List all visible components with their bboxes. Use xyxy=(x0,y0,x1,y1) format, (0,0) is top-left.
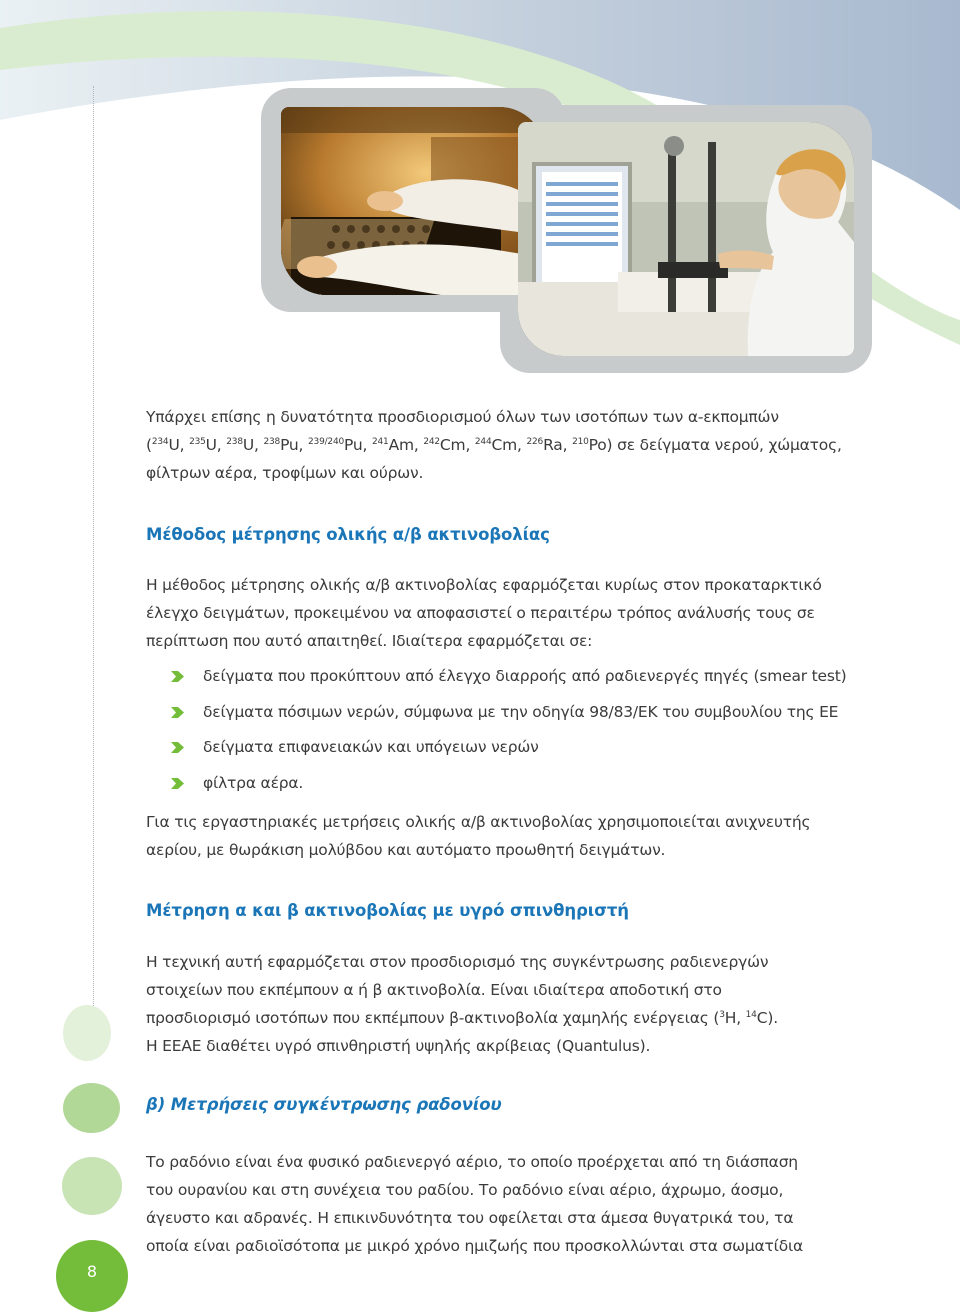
lsc-paragraph xyxy=(146,948,876,1060)
paragraph-line: άγευστο και αδρανές. Η επικινδυνότητα του οφείλεται στα άμεσα θυγατρικά του, τα xyxy=(146,1209,794,1227)
isotope: $^{234}$U, xyxy=(151,436,190,454)
list-item: δείγματα πόσιμων νερών, σύμφωνα με την οδηγία 98/83/ΕΚ του συμβουλίου της ΕΕ xyxy=(170,697,890,733)
radon-paragraph xyxy=(146,1148,876,1260)
isotope: $^{210}$Po) xyxy=(572,436,613,454)
paragraph-line: έλεγχο δειγμάτων, προκειμένου να αποφασιστεί ο περαιτέρω τρόπος ανάλυσής τους σε xyxy=(146,604,815,622)
isotope-tail: σε δείγματα νερού, χώματος, xyxy=(612,436,842,454)
page-number: 8 xyxy=(86,1262,98,1281)
application-list xyxy=(170,661,890,803)
list-item: φίλτρα αέρα. xyxy=(170,768,890,804)
isotope: $^{235}$U, xyxy=(189,436,227,454)
intro-paragraph xyxy=(146,403,876,487)
section-heading-liquid-scintillation: Μέτρηση α και β ακτινοβολίας με υγρό σπινθηριστή xyxy=(146,901,629,920)
isotope-paren: ( xyxy=(146,436,152,454)
list-item: δείγματα επιφανειακών και υπόγειων νερών xyxy=(170,732,890,768)
chevron-right-icon xyxy=(170,741,185,754)
lab-photo-sample-tray xyxy=(281,107,545,295)
paragraph-line: του ουρανίου και στη συνέχεια του ραδίου. Το ραδόνιο είναι αέριο, άχρωμο, άοσμο, xyxy=(146,1181,784,1199)
isotope: $^{241}$Am, xyxy=(371,436,424,454)
list-item: δείγματα που προκύπτουν από έλεγχο διαρροής από ραδιενεργές πηγές (smear test) xyxy=(170,661,890,697)
isotope: $^{238}$Pu, xyxy=(263,436,309,454)
paragraph-line: περίπτωση που αυτό απαιτηθεί. Ιδιαίτερα εφαρμόζεται σε: xyxy=(146,632,593,650)
paragraph-line: αερίου, με θωράκιση μολύβδου και αυτόματο προωθητή δειγμάτων. xyxy=(146,841,666,859)
paragraph-line: Το ραδόνιο είναι ένα φυσικό ραδιενεργό αέριο, το οποίο προέρχεται από τη διάσπαση xyxy=(146,1153,798,1171)
isotope: $^{239/240}$Pu, xyxy=(308,436,372,454)
isotope: $^{226}$Ra, xyxy=(526,436,573,454)
paragraph-line: Η ΕΕΑΕ διαθέτει υγρό σπινθηριστή υψηλής ακρίβειας (Quantulus). xyxy=(146,1037,651,1055)
paragraph-line: στοιχείων που εκπέμπουν α ή β ακτινοβολία. Είναι ιδιαίτερα αποδοτική στο xyxy=(146,981,722,999)
isotope: $^{244}$Cm, xyxy=(474,436,527,454)
paragraph-line: προσδιορισμό ισοτόπων που εκπέμπουν β-ακτινοβολία χαμηλής ενέργειας ($^3$H, $^{14}$C). xyxy=(146,1009,778,1027)
paragraph-line: οποία είναι ραδιοϊσότοπα με μικρό χρόνο ημιζωής που προσκολλώνται στα σωματίδια xyxy=(146,1237,804,1255)
section-heading-radon: β) Μετρήσεις συγκέντρωσης ραδονίου xyxy=(146,1095,502,1114)
section-heading-gross-alpha-beta: Μέθοδος μέτρησης ολικής α/β ακτινοβολίας xyxy=(146,525,550,544)
margin-dotted-rule xyxy=(93,86,94,1006)
paragraph-line: Για τις εργαστηριακές μετρήσεις ολικής α/β ακτινοβολίας χρησιμοποιείται ανιχνευτής xyxy=(146,813,811,831)
deco-circle xyxy=(63,1005,111,1061)
page-number-badge xyxy=(56,1240,128,1312)
deco-circle xyxy=(63,1083,120,1133)
paragraph-line: Η μέθοδος μέτρησης ολικής α/β ακτινοβολίας εφαρμόζεται κυρίως στον προκαταρκτικό xyxy=(146,576,822,594)
isotope-list-line xyxy=(146,431,876,459)
intro-line: Υπάρχει επίσης η δυνατότητα προσδιορισμού όλων των ισοτόπων των α-εκπομπών xyxy=(146,408,779,426)
chevron-right-icon xyxy=(170,706,185,719)
isotope: $^{238}$U, xyxy=(226,436,264,454)
chevron-right-icon xyxy=(170,670,185,683)
gross-detector-paragraph xyxy=(146,808,876,864)
paragraph-line: Η τεχνική αυτή εφαρμόζεται στον προσδιορισμό της συγκέντρωσης ραδιενεργών xyxy=(146,953,769,971)
chevron-right-icon xyxy=(170,777,185,790)
lab-photo-researcher xyxy=(518,122,854,356)
intro-line: φίλτρων αέρα, τροφίμων και ούρων. xyxy=(146,464,424,482)
gross-method-paragraph xyxy=(146,571,876,655)
isotope: $^{242}$Cm, xyxy=(423,436,475,454)
deco-circle xyxy=(62,1157,122,1215)
